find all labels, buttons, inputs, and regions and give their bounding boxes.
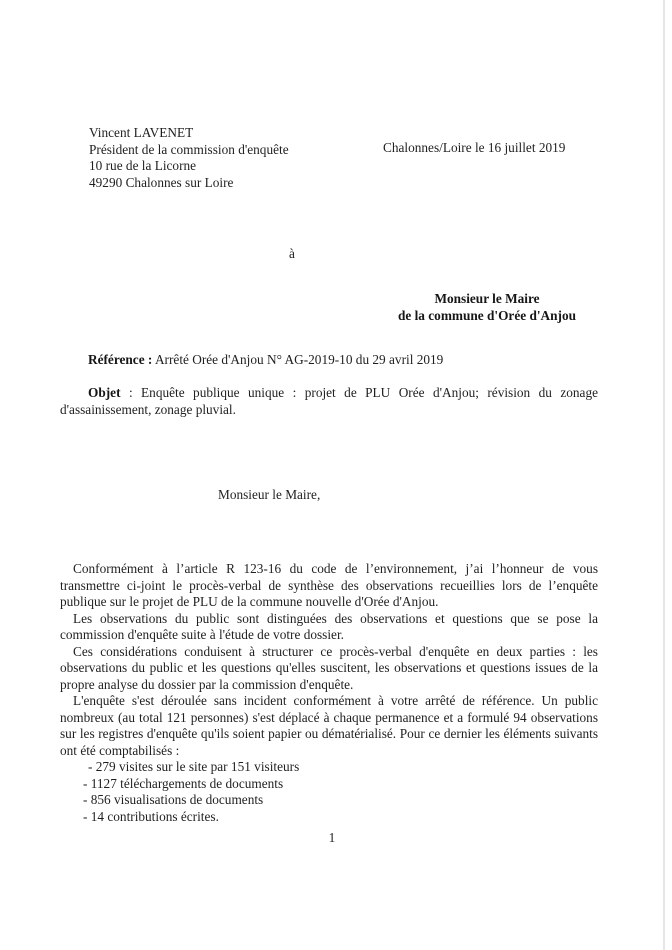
- body-paragraph-2: Les observations du public sont distinguées des observations et questions que se pose la commission d'enquête suite à l'étude de votre dossier.: [60, 610, 598, 642]
- dateline: Chalonnes/Loire le 16 juillet 2019: [383, 140, 566, 155]
- recipient-line2: de la commune d'Orée d'Anjou: [397, 307, 577, 323]
- body-paragraph-4: L'enquête s'est déroulée sans incident conformément à votre arrêté de référence. Un public nombreux (au total 121 personnes) s'est déplacé à chaque permanence et a formulé 94 observations sur les registres d'enquête qu'ils soient papier ou dématérialisé. Pour ce dernier les éléments suivants ont été comptabilisés :: [60, 693, 598, 758]
- sender-title: Président de la commission d'enquête: [89, 141, 289, 157]
- sender-address-line2: 49290 Chalonnes sur Loire: [89, 174, 234, 190]
- reference-text: Arrêté Orée d'Anjou N° AG-2019-10 du 29 avril 2019: [154, 352, 444, 367]
- objet-paragraph: [60, 385, 598, 418]
- statistics-list: [60, 759, 598, 825]
- body-paragraph-1: Conformément à l’article R 123-16 du code de l’environnement, j’ai l’honneur de vous transmettre ci-joint le procès-verbal de synthèse des observations recueillies lors de l’enquête publique sur le projet de PLU de la commune nouvelle d'Orée d'Anjou.: [60, 561, 598, 609]
- body-paragraph-3: Ces considérations conduisent à structurer ce procès-verbal d'enquête en deux parties : les observations du public et les questions qu'elles suscitent, les observations et questions issues de la propre analyse du dossier par la commission d'enquête.: [60, 643, 598, 692]
- scan-edge-artifact: [663, 0, 665, 950]
- letter-body: [60, 561, 598, 825]
- sender-block: [89, 125, 289, 191]
- list-item: - 279 visites sur le site par 151 visiteurs: [88, 759, 300, 774]
- recipient-intro: à: [289, 246, 295, 261]
- reference-label: Référence :: [88, 352, 153, 367]
- sender-name: Vincent LAVENET: [89, 125, 194, 140]
- reference-line: [88, 352, 443, 369]
- list-item: - 1127 téléchargements de documents: [83, 775, 284, 791]
- list-item: - 856 visualisations de documents: [83, 792, 264, 807]
- salutation: Monsieur le Maire,: [218, 487, 321, 502]
- page-number: 1: [328, 830, 336, 845]
- objet-text: : Enquête publique unique : projet de PLU Orée d'Anjou; révision du zonage d'assainissement, zonage pluvial.: [60, 385, 599, 417]
- recipient-block: [357, 291, 617, 324]
- sender-address-line1: 10 rue de la Licorne: [89, 158, 197, 173]
- list-item: - 14 contributions écrites.: [83, 808, 219, 824]
- objet-label: Objet: [88, 385, 121, 400]
- recipient-line1: Monsieur le Maire: [434, 291, 540, 306]
